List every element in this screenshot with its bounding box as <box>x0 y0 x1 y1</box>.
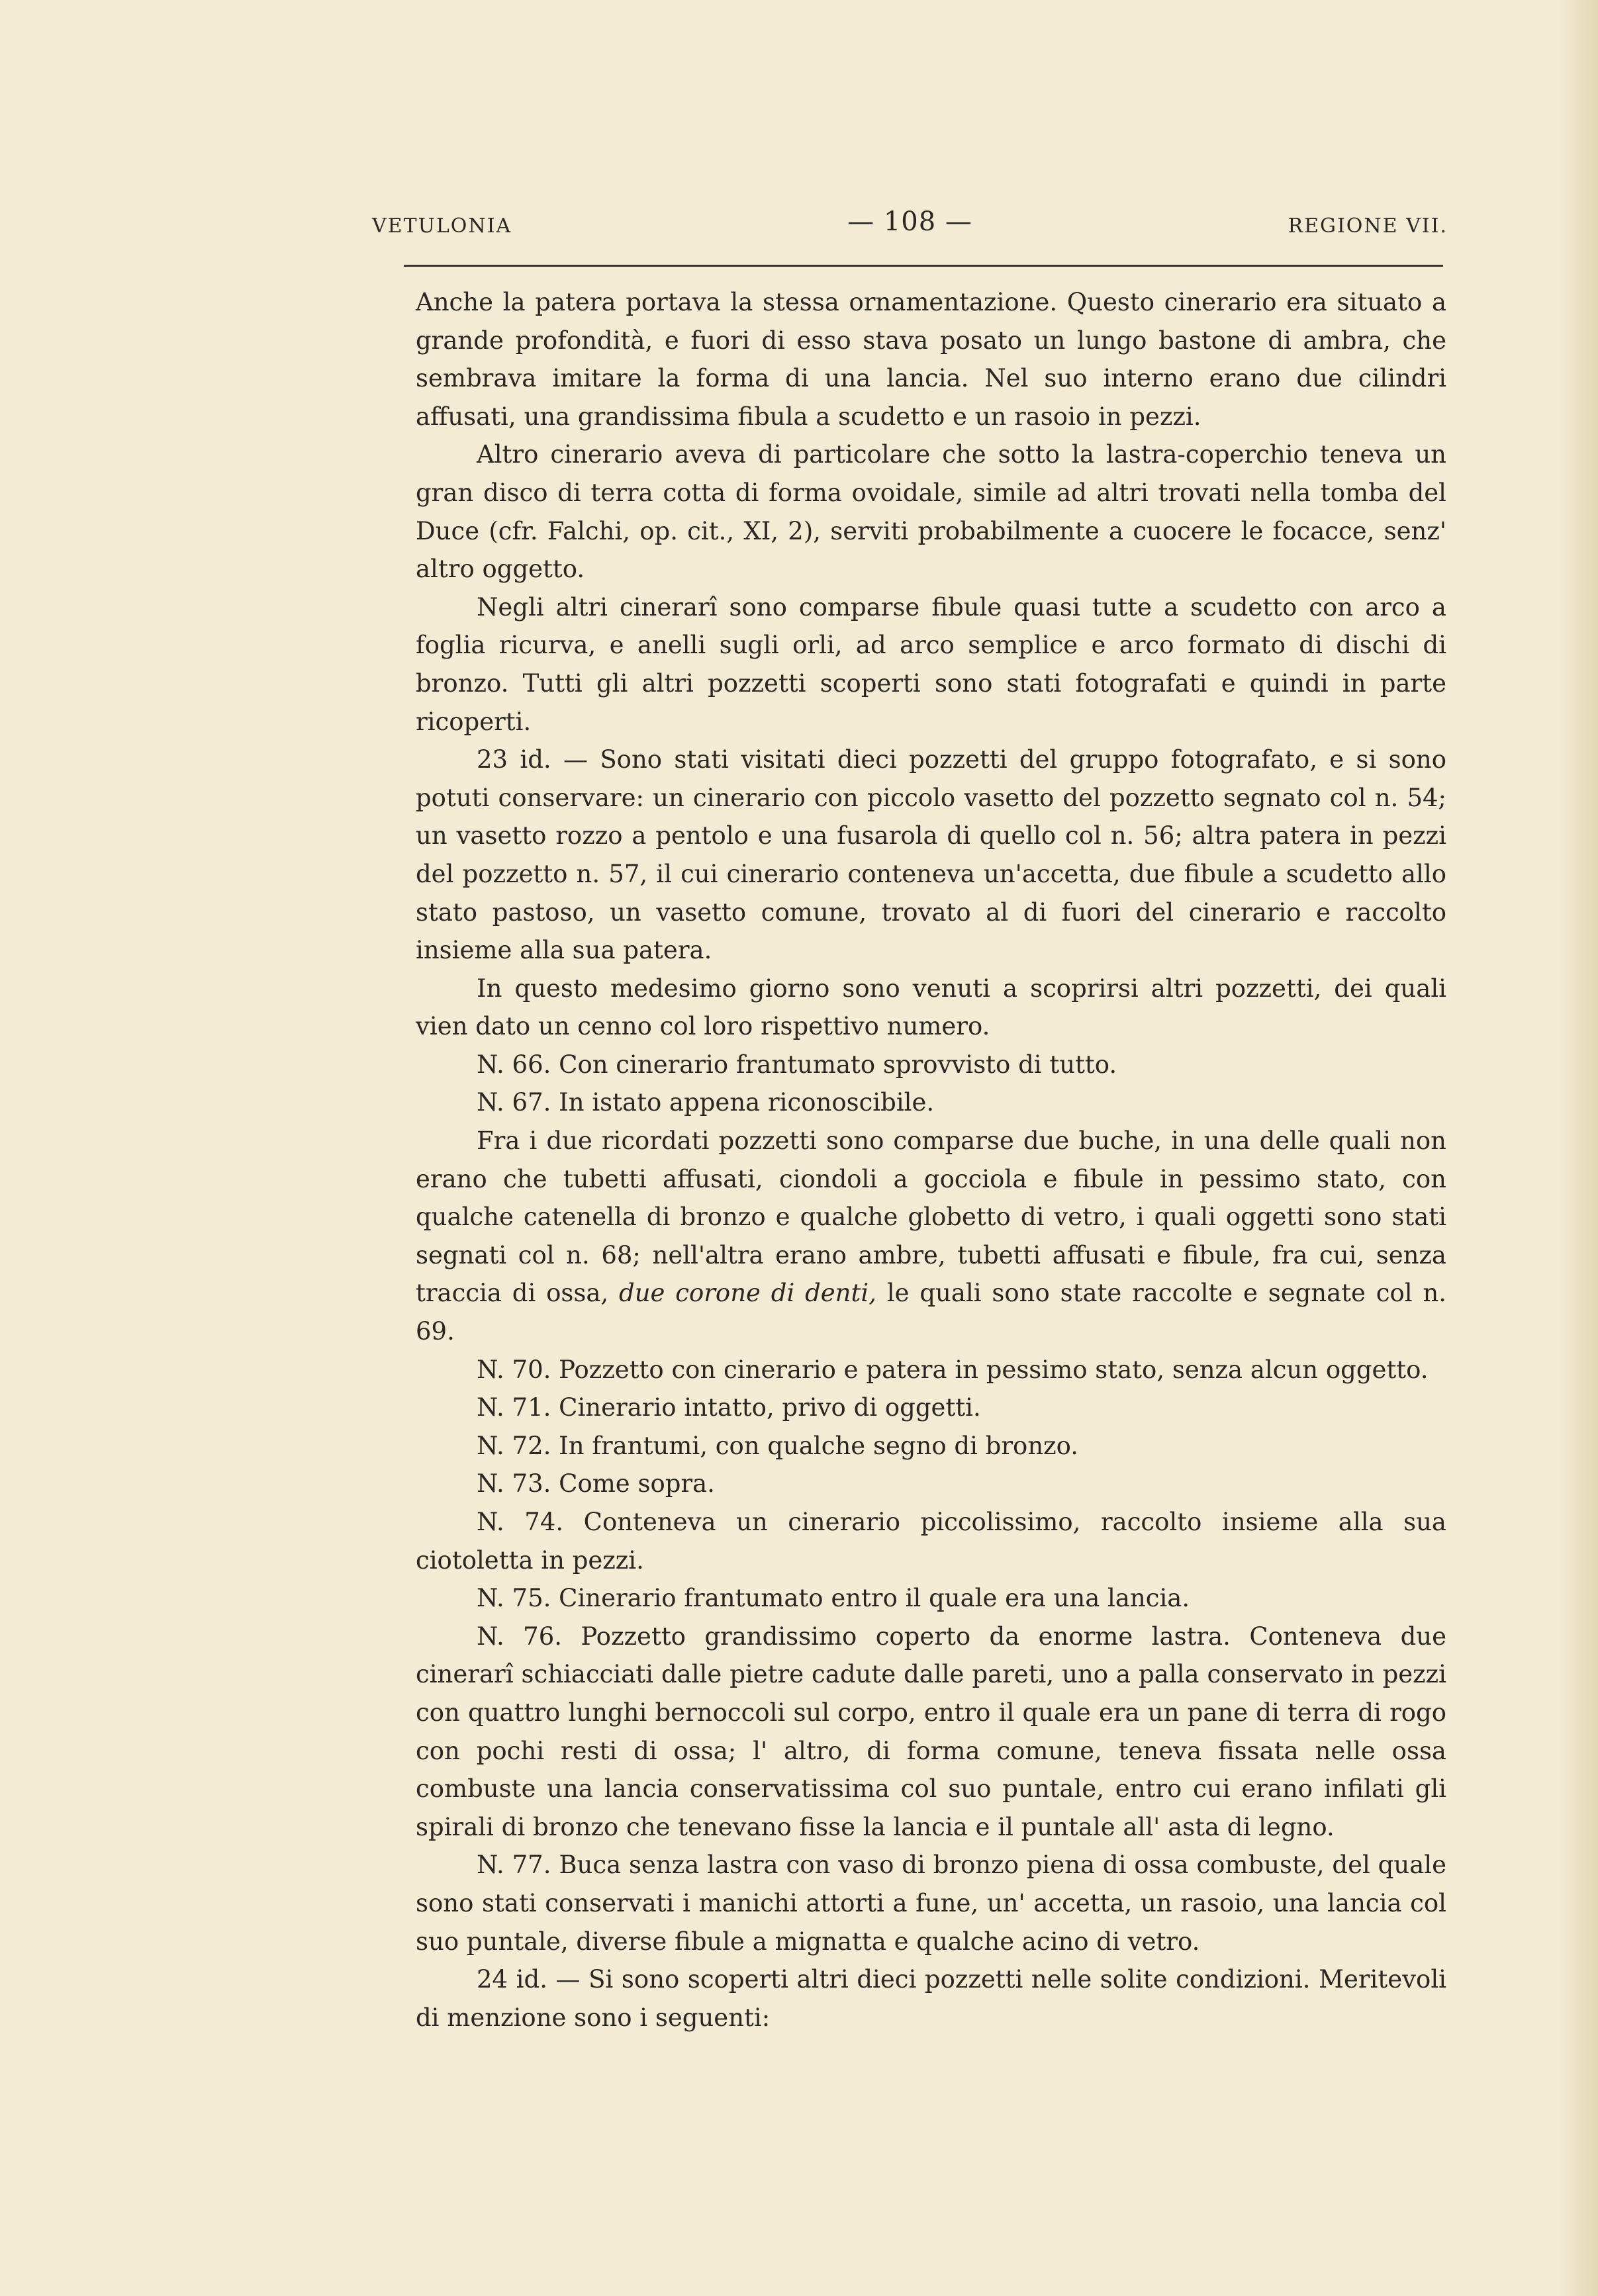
header-region: REGIONE VII. <box>1288 214 1448 238</box>
paragraph: N. 73. Come sopra. <box>477 1469 715 1498</box>
paragraph: N. 75. Cinerario frantumato entro il quale era una lancia. <box>477 1584 1190 1613</box>
body-text <box>416 283 1446 2037</box>
paragraph: Altro cinerario aveva di particolare che sotto la lastra-coperchio teneva un gran disco di terra cotta di forma ovoidale, simile ad altri trovati nella tomba del Duce (cfr. Falchi, op. cit., XI, 2), serviti probabilmente a cuocere le focacce, senz' altro oggetto. <box>416 440 1446 584</box>
paragraph-text: Fra i due ricordati pozzetti sono comparse due buche, in una delle quali non erano che tubetti affusati, ciondoli a gocciola e fibule in pessimo stato, con qualche catenella di bronzo e qualche globetto di vetro, i quali oggetti sono stati segnati col n. 68; nell'altra erano ambre, tubetti affusati e fibule, fra cui, senza traccia di ossa, <box>416 1126 1446 1308</box>
running-header <box>372 207 1448 246</box>
paragraph: N. 77. Buca senza lastra con vaso di bronzo piena di ossa combuste, del quale sono stati conservati i manichi attorti a fune, un' accetta, un rasoio, una lancia col suo puntale, diverse fibule a mignatta e qualche acino di vetro. <box>416 1851 1446 1956</box>
paragraph-text: le quali sono state raccolte e segnate col n. 69. <box>416 1279 1446 1346</box>
paragraph: In questo medesimo giorno sono venuti a scoprirsi altri pozzetti, dei quali vien dato un cenno col loro rispettivo numero. <box>416 974 1446 1041</box>
paragraph: N. 72. In frantumi, con qualche segno di bronzo. <box>477 1431 1079 1460</box>
page-number: — 108 — <box>847 207 972 237</box>
paragraph: N. 71. Cinerario intatto, privo di oggetti. <box>477 1393 981 1422</box>
paragraph: N. 76. Pozzetto grandissimo coperto da enorme lastra. Conteneva due cinerarî schiacciati dalle pietre cadute dalle pareti, uno a palla conservato in pezzi con quattro lunghi bernoccoli sul corpo, entro il quale era un pane di terra di rogo con pochi resti di ossa; l' altro, di forma comune, teneva fissata nelle ossa combuste una lancia conservatissima col suo puntale, entro cui erano infilati gli spirali di bronzo che tenevano fisse la lancia e il puntale all' asta di legno. <box>416 1622 1446 1841</box>
paragraph: Anche la patera portava la stessa ornamentazione. Questo cinerario era situato a grande profondità, e fuori di esso stava posato un lungo bastone di ambra, che sembrava imitare la forma di una lancia. Nel suo interno erano due cilindri affusati, una grandissima fibula a scudetto e un rasoio in pezzi. <box>416 288 1446 431</box>
header-rule <box>404 265 1443 267</box>
paragraph: 24 id. — Si sono scoperti altri dieci pozzetti nelle solite condizioni. Meritevoli di menzione sono i seguenti: <box>416 1965 1446 2032</box>
paragraph: N. 70. Pozzetto con cinerario e patera in pessimo stato, senza alcun oggetto. <box>477 1355 1429 1384</box>
paragraph: Negli altri cinerarî sono comparse fibule quasi tutte a scudetto con arco a foglia ricurva, e anelli sugli orli, ad arco semplice e arco formato di dischi di bronzo. Tutti gli altri pozzetti scoperti sono stati fotografati e quindi in parte ricoperti. <box>416 592 1446 736</box>
header-title: VETULONIA <box>372 214 512 238</box>
paragraph: N. 67. In istato appena riconoscibile. <box>477 1088 935 1117</box>
paragraph: N. 66. Con cinerario frantumato sprovvisto di tutto. <box>477 1050 1117 1079</box>
page-edge-shadow <box>1558 0 1598 2296</box>
italic-phrase: due corone di denti, <box>619 1279 876 1308</box>
paragraph: 23 id. — Sono stati visitati dieci pozzetti del gruppo fotografato, e si sono potuti conservare: un cinerario con piccolo vasetto del pozzetto segnato col n. 54; un vasetto rozzo a pentolo e una fusarola di quello col n. 56; altra patera in pezzi del pozzetto n. 57, il cui cinerario conteneva un'accetta, due fibule a scudetto allo stato pastoso, un vasetto comune, trovato al di fuori del cinerario e raccolto insieme alla sua patera. <box>416 745 1446 965</box>
paragraph <box>416 1122 1446 1351</box>
paragraph: N. 74. Conteneva un cinerario piccolissimo, raccolto insieme alla sua ciotoletta in pezzi. <box>416 1508 1446 1575</box>
